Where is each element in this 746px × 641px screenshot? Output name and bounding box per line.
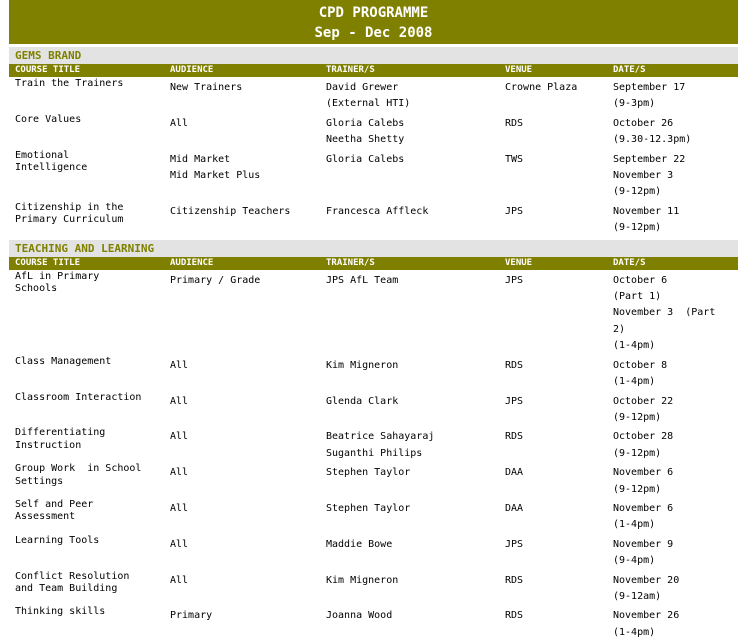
date-cell	[612, 605, 738, 641]
cell-line: Primary / Grade	[170, 274, 261, 286]
trainer-cell	[325, 391, 504, 427]
table-row	[9, 570, 738, 606]
cell-line: (9-12pm)	[613, 222, 662, 234]
cell-line: Train the Trainers	[15, 78, 124, 89]
cell-line: (9.30-12.3pm)	[613, 134, 692, 146]
course-title-cell	[9, 498, 168, 534]
table-row	[9, 355, 738, 391]
cell-line: (Part 1)	[613, 291, 662, 303]
cell-line: JPS AfL Team	[326, 274, 399, 286]
column-header: AUDIENCE	[170, 257, 214, 268]
table-row	[9, 498, 738, 534]
cell-line: Mid Market Plus	[170, 170, 261, 182]
venue-cell	[504, 498, 612, 534]
cell-line: October 6	[613, 274, 668, 286]
cell-line: RDS	[505, 574, 524, 586]
course-title-cell	[9, 534, 168, 570]
cell-line: (1-4pm)	[613, 519, 656, 531]
cell-line: Primary Curriculum	[15, 214, 124, 226]
column-header: VENUE	[505, 257, 533, 268]
audience-cell	[168, 570, 325, 606]
course-title-cell	[9, 462, 168, 498]
cell-line: Class Management	[15, 355, 112, 367]
cell-line: All	[170, 574, 189, 586]
venue-cell	[504, 462, 612, 498]
audience-cell	[168, 113, 325, 149]
column-header: DATE/S	[613, 65, 646, 75]
venue-cell	[504, 534, 612, 570]
cell-line: DAA	[505, 502, 524, 514]
cell-line: New Trainers	[170, 82, 243, 93]
table-row	[9, 201, 738, 237]
cell-line: RDS	[505, 431, 524, 443]
cell-line: Stephen Taylor	[326, 502, 411, 514]
cell-line: All	[170, 395, 189, 407]
course-title-cell	[9, 570, 168, 606]
section-heading: TEACHING AND LEARNING	[9, 240, 738, 257]
cell-line: Intelligence	[15, 162, 88, 174]
cell-line: (9-12pm)	[613, 186, 662, 198]
venue-cell	[504, 113, 612, 149]
cell-line: (9-3pm)	[613, 98, 656, 110]
cell-line: All	[170, 117, 189, 129]
cell-line: Kim Migneron	[326, 359, 399, 371]
cell-line: Classroom Interaction	[15, 391, 142, 403]
cell-line: (9-12pm)	[613, 447, 662, 459]
cell-line: November 9	[613, 538, 674, 550]
date-cell	[612, 113, 738, 149]
course-title-cell	[9, 605, 168, 641]
section-heading: GEMS BRAND	[9, 47, 738, 64]
cell-line: Francesca Affleck	[326, 205, 429, 217]
column-header-row	[9, 64, 738, 77]
cell-line: Gloria Calebs	[326, 153, 405, 165]
audience-cell	[168, 355, 325, 391]
cell-line: Mid Market	[170, 153, 231, 165]
column-header: AUDIENCE	[170, 65, 214, 75]
trainer-cell	[325, 270, 504, 355]
table-row	[9, 462, 738, 498]
trainer-cell	[325, 570, 504, 606]
table-row	[9, 534, 738, 570]
cell-line: Conflict Resolution	[15, 570, 130, 582]
cell-line: October 8	[613, 359, 668, 371]
audience-cell	[168, 498, 325, 534]
cell-line: Settings	[15, 475, 64, 487]
table-row	[9, 149, 738, 201]
cell-line: November 20	[613, 574, 680, 586]
audience-cell	[168, 391, 325, 427]
cell-line: (9-12am)	[613, 590, 662, 602]
cell-line: Citizenship Teachers	[170, 205, 291, 217]
cell-line: RDS	[505, 610, 524, 622]
cell-line: JPS	[505, 538, 524, 550]
cell-line: JPS	[505, 274, 524, 286]
table-row	[9, 605, 738, 641]
document-page	[9, 0, 738, 641]
cell-line: JPS	[505, 205, 524, 217]
table-row	[9, 270, 738, 355]
column-header: TRAINER/S	[326, 65, 375, 75]
column-header: TRAINER/S	[326, 257, 375, 268]
cell-line: October 22	[613, 395, 674, 407]
cell-line: Crowne Plaza	[505, 82, 578, 93]
audience-cell	[168, 605, 325, 641]
cell-line: All	[170, 538, 189, 550]
course-title-cell	[9, 355, 168, 391]
cell-line: Self and Peer	[15, 498, 94, 510]
cell-line: and Team Building	[15, 583, 118, 595]
date-cell	[612, 391, 738, 427]
venue-cell	[504, 355, 612, 391]
cell-line: November 3	[613, 170, 674, 182]
cell-line: September 17	[613, 82, 686, 93]
trainer-cell	[325, 113, 504, 149]
cell-line: Assessment	[15, 511, 76, 523]
cell-line: Learning Tools	[15, 534, 100, 546]
date-cell	[612, 426, 738, 462]
cell-line: November 11	[613, 205, 680, 217]
cell-line: October 28	[613, 431, 674, 443]
cell-line: November 26	[613, 610, 680, 622]
course-title-cell	[9, 201, 168, 237]
date-cell	[612, 355, 738, 391]
cell-line: Neetha Shetty	[326, 134, 405, 146]
course-title-cell	[9, 391, 168, 427]
column-header-row	[9, 257, 738, 270]
trainer-cell	[325, 201, 504, 237]
table-row	[9, 113, 738, 149]
cell-line: RDS	[505, 359, 524, 371]
course-title-cell	[9, 113, 168, 149]
cell-line: David Grewer	[326, 82, 399, 93]
cell-line: Group Work in School	[15, 463, 142, 475]
cell-line: Thinking skills	[15, 606, 106, 618]
cell-line: All	[170, 502, 189, 514]
cell-line: Kim Migneron	[326, 574, 399, 586]
course-title-cell	[9, 77, 168, 113]
audience-cell	[168, 534, 325, 570]
table-row	[9, 77, 738, 113]
venue-cell	[504, 391, 612, 427]
programme-sections	[9, 44, 738, 641]
date-cell	[612, 498, 738, 534]
cell-line: 2)	[613, 323, 626, 335]
cell-line: All	[170, 359, 189, 371]
cell-line: Citizenship in the	[15, 201, 124, 213]
cell-line: Core Values	[15, 113, 82, 125]
page-subtitle: Sep - Dec 2008	[314, 25, 433, 41]
cell-line: Maddie Bowe	[326, 538, 393, 550]
column-header: VENUE	[505, 65, 533, 75]
cell-line: JPS	[505, 395, 524, 407]
cell-line: (9-12pm)	[613, 411, 662, 423]
trainer-cell	[325, 462, 504, 498]
column-header: COURSE TITLE	[15, 65, 81, 75]
trainer-cell	[325, 534, 504, 570]
cell-line: Instruction	[15, 439, 82, 451]
venue-cell	[504, 605, 612, 641]
cell-line: Joanna Wood	[326, 610, 393, 622]
audience-cell	[168, 270, 325, 355]
cell-line: Stephen Taylor	[326, 467, 411, 479]
cell-line: Differentiating	[15, 427, 106, 439]
cell-line: TWS	[505, 153, 524, 165]
cell-line: Beatrice Sahayaraj	[326, 431, 435, 443]
cell-line: All	[170, 467, 189, 479]
trainer-cell	[325, 149, 504, 201]
title-banner	[9, 0, 738, 44]
cell-line: (External HTI)	[326, 98, 411, 110]
cell-line: RDS	[505, 117, 524, 129]
cell-line: November 6	[613, 467, 674, 479]
audience-cell	[168, 77, 325, 113]
cell-line: DAA	[505, 467, 524, 479]
venue-cell	[504, 426, 612, 462]
cell-line: AfL in Primary	[15, 270, 100, 282]
cell-line: November 6	[613, 502, 674, 514]
cell-line: Schools	[15, 283, 58, 295]
page-title: CPD PROGRAMME	[318, 5, 429, 21]
cell-line: (9-12pm)	[613, 483, 662, 495]
trainer-cell	[325, 426, 504, 462]
cell-line: Gloria Calebs	[326, 117, 405, 129]
cell-line: Suganthi Philips	[326, 447, 423, 459]
trainer-cell	[325, 605, 504, 641]
cell-line: All	[170, 431, 189, 443]
cell-line: November 3 (Part	[613, 307, 716, 319]
column-header: COURSE TITLE	[15, 257, 81, 268]
cell-line: (9-4pm)	[613, 555, 656, 567]
column-header: DATE/S	[613, 257, 646, 268]
date-cell	[612, 534, 738, 570]
course-title-cell	[9, 270, 168, 355]
date-cell	[612, 570, 738, 606]
venue-cell	[504, 201, 612, 237]
date-cell	[612, 201, 738, 237]
table-row	[9, 426, 738, 462]
cell-line: Primary	[170, 610, 213, 622]
audience-cell	[168, 149, 325, 201]
date-cell	[612, 270, 738, 355]
course-title-cell	[9, 426, 168, 462]
trainer-cell	[325, 498, 504, 534]
table-row	[9, 391, 738, 427]
date-cell	[612, 149, 738, 201]
cell-line: (1-4pm)	[613, 626, 656, 638]
cell-line: September 22	[613, 153, 686, 165]
venue-cell	[504, 570, 612, 606]
venue-cell	[504, 77, 612, 113]
date-cell	[612, 462, 738, 498]
cell-line: Emotional	[15, 149, 70, 161]
date-cell	[612, 77, 738, 113]
cell-line: October 26	[613, 117, 674, 129]
audience-cell	[168, 462, 325, 498]
audience-cell	[168, 201, 325, 237]
trainer-cell	[325, 77, 504, 113]
trainer-cell	[325, 355, 504, 391]
cell-line: Glenda Clark	[326, 395, 399, 407]
venue-cell	[504, 270, 612, 355]
audience-cell	[168, 426, 325, 462]
course-title-cell	[9, 149, 168, 201]
cell-line: (1-4pm)	[613, 376, 656, 388]
cell-line: (1-4pm)	[613, 340, 656, 352]
venue-cell	[504, 149, 612, 201]
